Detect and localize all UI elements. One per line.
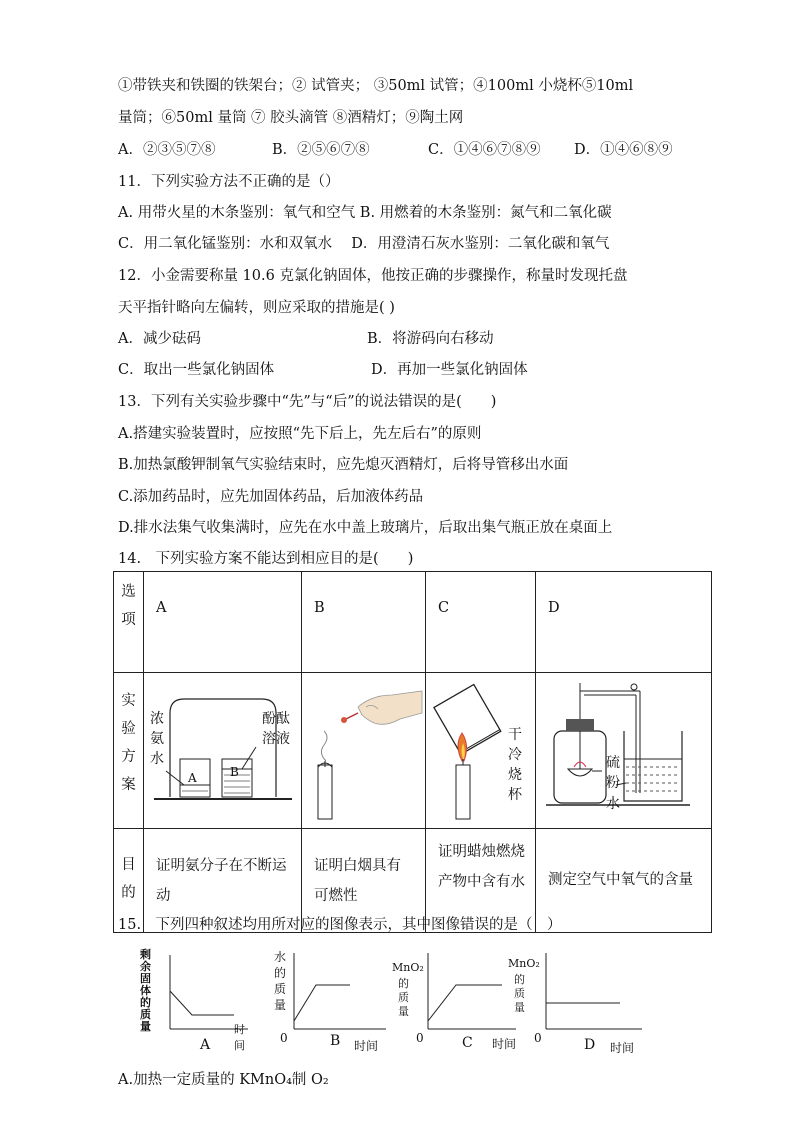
q13-option-b: B.加热氯酸钾制氧气实验结束时，应先熄灭酒精灯，后将导管移出水面 (118, 457, 569, 473)
q12-option-c: C．取出一些氯化钠固体 (118, 362, 275, 378)
intro-line-2: 量筒；⑥50ml 量筒 ⑦ 胶头滴管 ⑧酒精灯；⑨陶土网 (118, 110, 464, 126)
row-label-plan: 实 验 方 案 (114, 673, 144, 829)
intro-option-b: B．②⑤⑥⑦⑧ (272, 142, 370, 158)
graph-b (270, 945, 390, 1055)
graph-b-letter: B (330, 1033, 341, 1049)
graph-d-ylabel-top: MnO₂ (508, 957, 540, 970)
row-label-goal: 目 的 (114, 829, 144, 933)
plan-b-diagram (302, 673, 426, 829)
q13-option-c: C.添加药品时，应先加固体药品，后加液体药品 (118, 489, 424, 505)
phenolphthalein-label: 酚酞 溶液 (262, 711, 290, 747)
header-option-a: A (144, 572, 302, 673)
graph-a-plot (130, 945, 250, 1045)
graph-a-ylabel: 剩 余 固 体 的 质 量 (140, 948, 151, 1033)
graph-d-ylabel: 的 质 量 (514, 973, 525, 1014)
graph-d-letter: D (584, 1037, 596, 1053)
graph-b-origin: 0 (280, 1031, 288, 1045)
graph-b-ylabel: 水 的 质 量 (274, 950, 287, 1012)
goal-c: 证明蜡烛燃烧产物中含有水 (426, 829, 536, 933)
graph-d-plot (508, 945, 648, 1045)
q11-stem: 11．下列实验方法不正确的是（） (118, 174, 340, 190)
q11-option-ab: A. 用带火星的木条鉴别：氧气和空气 B. 用燃着的木条鉴别：氮气和二氧化碳 (118, 205, 612, 221)
beaker-b-label: B (230, 765, 239, 779)
row-label-option: 选 项 (114, 572, 144, 673)
graph-a (130, 945, 250, 1055)
q12-stem-2: 天平指针略向左偏转，则应采取的措施是( ) (118, 300, 395, 316)
header-option-b: B (302, 572, 426, 673)
plan-a-diagram (144, 673, 302, 829)
q14-table (113, 571, 712, 933)
q15-stem: 15. 下列四种叙述均用所对应的图像表示，其中图像错误的是（ ） (118, 917, 562, 933)
q13-stem: 13．下列有关实验步骤中“先”与“后”的说法错误的是( ) (118, 394, 497, 410)
q15-option-a: A.加热一定质量的 KMnO₄制 O₂ (118, 1072, 329, 1088)
intro-line-1: ①带铁夹和铁圈的铁架台；② 试管夹； ③50ml 试管；④100ml 小烧杯⑤10ml (118, 78, 634, 94)
goal-d: 测定空气中氧气的含量 (536, 829, 712, 933)
water-label: 水 (606, 796, 620, 812)
oxygen-measurement-illustration (536, 673, 710, 827)
white-smoke-illustration (302, 673, 424, 827)
plan-d-diagram (536, 673, 712, 829)
graph-d-xlabel: 时间 (610, 1041, 635, 1055)
graph-c-ylabel: 的 质 量 (398, 977, 409, 1018)
graph-c (392, 945, 522, 1055)
q14-stem: 14. 下列实验方案不能达到相应目的是( ) (118, 551, 414, 567)
graph-a-letter: A (200, 1037, 211, 1053)
ammonia-apparatus-illustration (144, 673, 300, 827)
graph-b-xlabel: 时间 (354, 1039, 379, 1053)
intro-option-c: C．①④⑥⑦⑧⑨ (428, 142, 541, 158)
q12-option-d: D．再加一些氯化钠固体 (371, 362, 528, 378)
goal-a: 证明氨分子在不断运动 (144, 829, 302, 933)
beaker-a-label: A (188, 771, 197, 785)
ammonia-label: 浓 氨 水 (150, 711, 164, 767)
header-option-d: D (536, 572, 712, 673)
q12-option-a: A．减少砝码 (118, 331, 201, 347)
intro-option-d: D．①④⑥⑧⑨ (574, 142, 673, 158)
q13-option-a: A.搭建实验装置时，应按照“先下后上，先左后右”的原则 (118, 426, 482, 442)
q13-option-d: D.排水法集气收集满时，应先在水中盖上玻璃片，后取出集气瓶正放在桌面上 (118, 520, 613, 536)
dry-cold-beaker-label: 干 冷 烧 杯 (508, 727, 522, 803)
graph-d-origin: 0 (534, 1031, 542, 1045)
q12-stem-1: 12．小金需要称量 10.6 克氯化钠固体，他按正确的步骤操作，称量时发现托盘 (118, 268, 628, 284)
goal-b: 证明白烟具有可燃性 (302, 829, 426, 933)
q11-option-cd: C．用二氧化锰鉴别：水和双氧水 D．用澄清石灰水鉴别：二氧化碳和氧气 (118, 236, 610, 252)
graph-c-letter: C (462, 1035, 473, 1051)
graph-c-ylabel-top: MnO₂ (392, 961, 424, 974)
sulfur-label: 硫 粉 (606, 755, 620, 791)
header-option-c: C (426, 572, 536, 673)
graph-c-xlabel: 时间 (492, 1037, 517, 1051)
q12-option-b: B．将游码向右移动 (367, 331, 494, 347)
graph-a-xlabel: 时间 (234, 1023, 245, 1052)
plan-c-diagram (426, 673, 536, 829)
graph-d (508, 945, 648, 1055)
graph-b-plot (270, 945, 390, 1045)
intro-option-a: A．②③⑤⑦⑧ (118, 142, 216, 158)
graph-c-plot (392, 945, 522, 1045)
graph-c-origin: 0 (416, 1031, 424, 1045)
